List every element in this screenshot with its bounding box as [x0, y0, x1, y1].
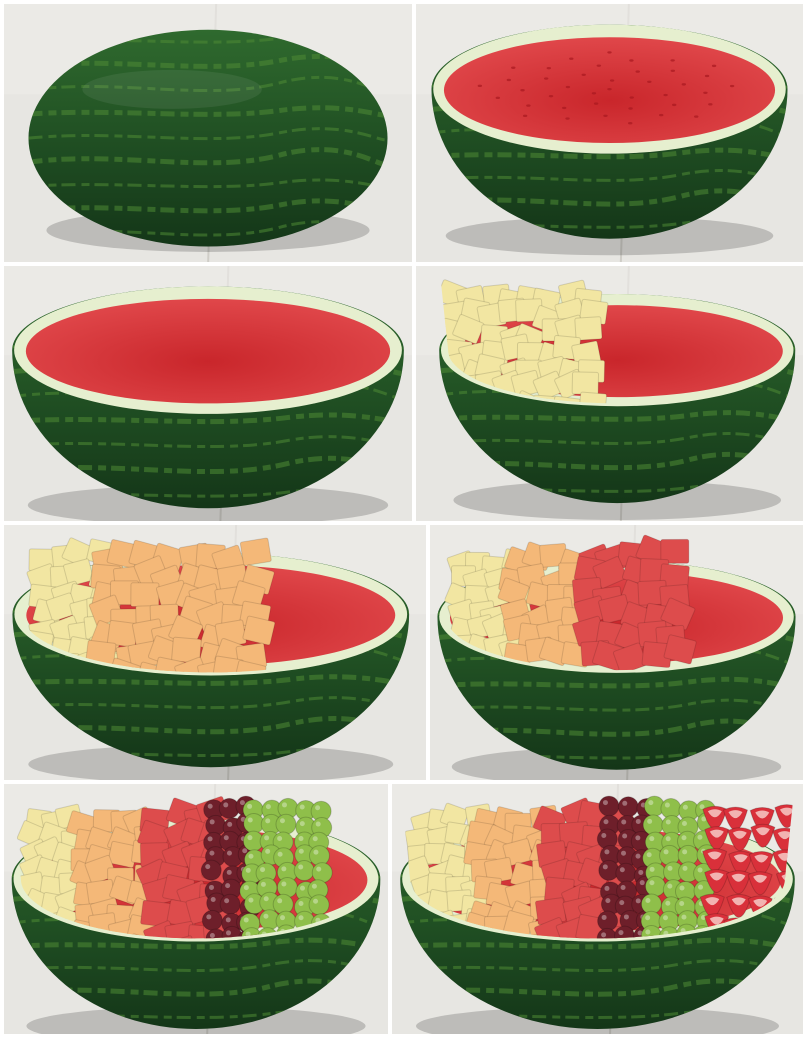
photo-step-6-watermelon-chunks-added [430, 525, 803, 780]
photo-step-3-hollowed-bowl [4, 266, 412, 521]
photo-step-2-top-sliced-off [416, 4, 803, 262]
photo-step-8-strawberries-finished [392, 784, 803, 1034]
red-grape [599, 796, 619, 816]
photo-step-1-whole-watermelon [4, 4, 412, 262]
red-grape [616, 863, 636, 883]
red-grape [220, 894, 240, 914]
cantaloupe-chunk [131, 583, 159, 607]
pineapple-chunk [572, 372, 598, 395]
pineapple-chunk [575, 317, 602, 341]
cantaloupe-chunk [240, 538, 271, 566]
green-grape [244, 813, 264, 833]
green-grape [309, 895, 329, 915]
red-grape [618, 797, 638, 817]
green-grape [645, 876, 665, 896]
photo-step-7-grapes-added [4, 784, 388, 1034]
photo-step-5-cantaloupe-added [4, 525, 426, 780]
green-grape [294, 861, 314, 881]
red-grape [202, 910, 222, 930]
red-grape [201, 860, 221, 880]
green-grape [276, 814, 296, 834]
photo-step-4-pineapple-added [416, 266, 803, 521]
green-grape [643, 815, 663, 835]
watermelon-flesh [26, 299, 390, 404]
